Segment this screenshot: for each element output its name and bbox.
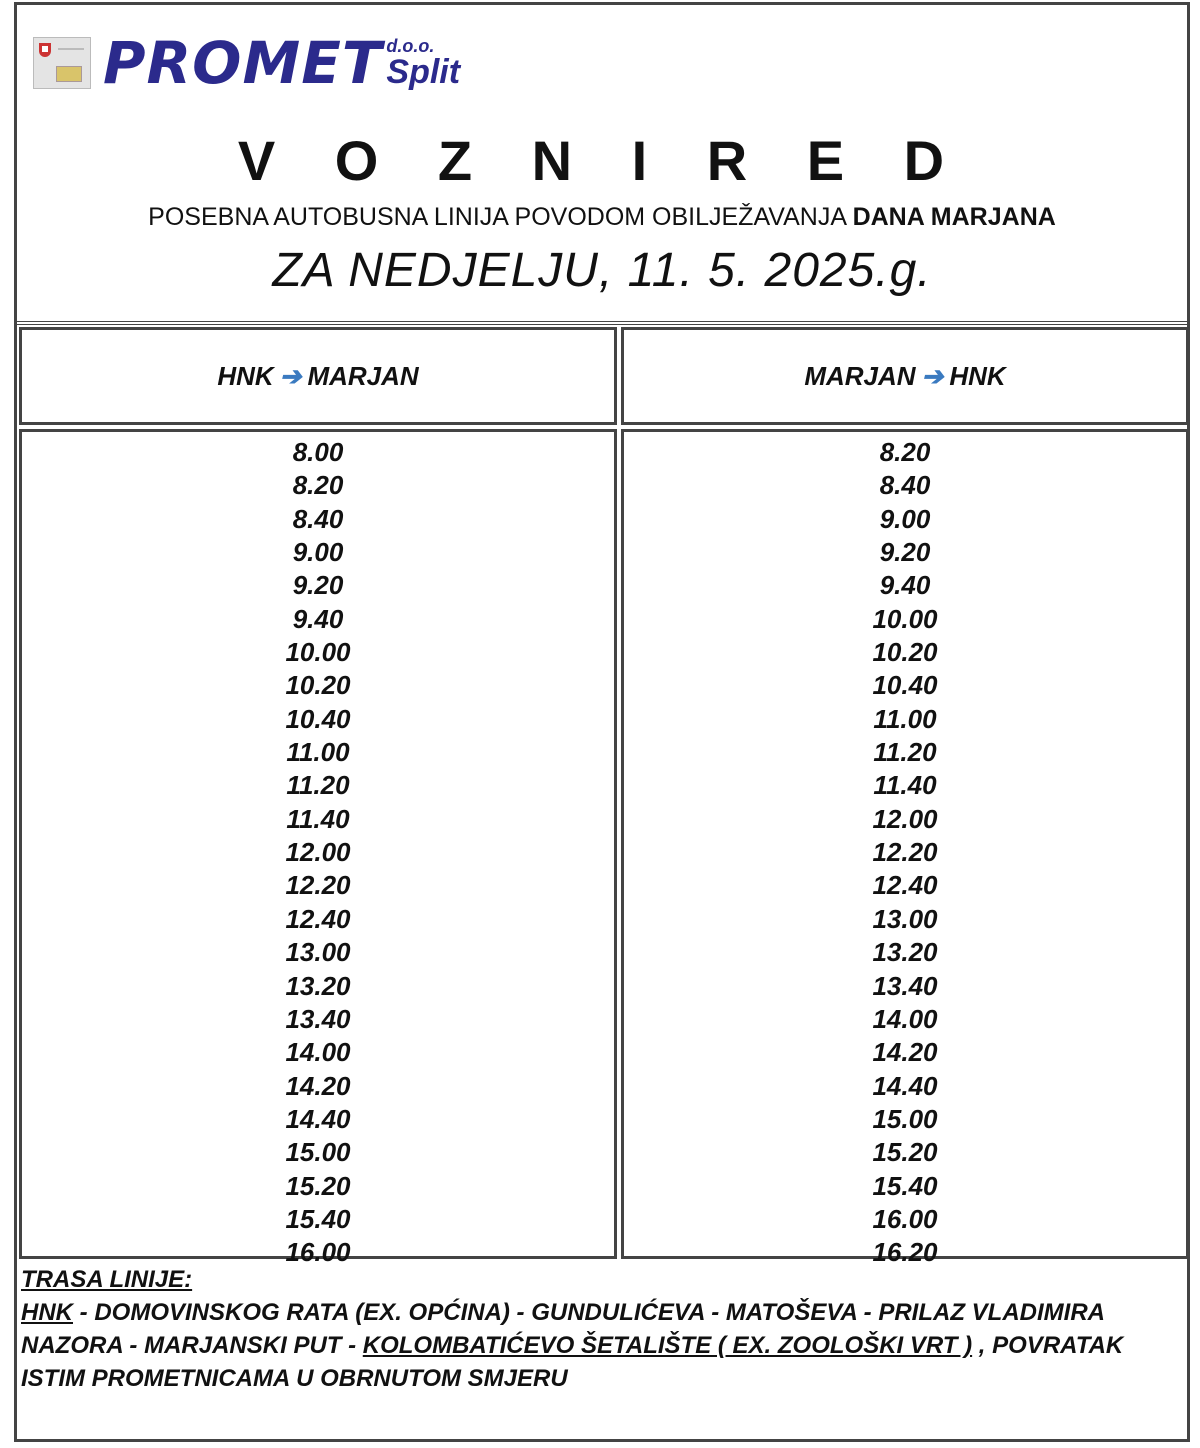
departure-time: 16.20 xyxy=(872,1237,938,1268)
departure-time: 15.00 xyxy=(285,1137,351,1168)
departure-time: 9.20 xyxy=(879,537,931,568)
departure-time: 15.20 xyxy=(285,1170,351,1201)
column-from: MARJAN xyxy=(804,360,916,391)
route-description xyxy=(21,1263,1181,1395)
departure-time: 13.40 xyxy=(872,970,938,1001)
departure-time: 12.20 xyxy=(872,837,938,868)
page-title: V O Z N I R E D xyxy=(237,129,967,192)
departure-time: 8.40 xyxy=(879,470,931,501)
column-header-hnk-marjan xyxy=(19,327,617,425)
route-text xyxy=(21,1296,1181,1395)
departure-time: 8.20 xyxy=(879,437,931,467)
route-heading: TRASA LINIJE: xyxy=(21,1266,193,1293)
departure-time: 10.20 xyxy=(285,670,351,701)
subtitle-bold: DANA MARJANA xyxy=(852,203,1056,231)
column-header-marjan-hnk xyxy=(621,327,1189,425)
logo-name: PROMET xyxy=(103,29,383,97)
subtitle-prefix: POSEBNA AUTOBUSNA LINIJA POVODOM OBILJEŽAVANJA xyxy=(148,203,853,231)
departure-time: 12.00 xyxy=(872,803,938,834)
departure-time: 12.40 xyxy=(872,870,938,901)
departure-time: 11.00 xyxy=(286,737,350,768)
departure-time: 10.00 xyxy=(872,603,938,634)
departure-time: 11.40 xyxy=(286,803,350,834)
right-arrow-icon: ➔ xyxy=(921,360,944,391)
departure-time: 11.00 xyxy=(873,703,937,734)
departure-time: 14.20 xyxy=(285,1070,351,1101)
logo-suffix-top: d.o.o. xyxy=(386,36,435,56)
logo-suffix-bottom: Split xyxy=(386,53,461,91)
departure-time: 10.40 xyxy=(285,703,351,734)
departure-time: 14.20 xyxy=(872,1037,938,1068)
departure-time: 12.00 xyxy=(285,837,351,868)
departure-time: 9.00 xyxy=(879,503,931,534)
departure-time: 13.20 xyxy=(285,970,351,1001)
route-start: HNK xyxy=(21,1299,73,1326)
departure-time: 13.00 xyxy=(872,903,938,934)
departure-time: 9.20 xyxy=(292,570,344,601)
column-to: HNK xyxy=(949,360,1006,391)
right-arrow-icon: ➔ xyxy=(279,360,302,391)
departure-time: 15.00 xyxy=(872,1103,938,1134)
departure-time: 13.20 xyxy=(872,937,938,968)
column-from: HNK xyxy=(217,360,274,391)
departure-time: 13.40 xyxy=(285,1003,351,1034)
promet-logo-icon xyxy=(33,37,91,89)
times-list xyxy=(624,432,1186,1270)
departure-time: 16.00 xyxy=(872,1203,938,1234)
departure-time: 12.40 xyxy=(285,903,351,934)
departure-time: 10.40 xyxy=(872,670,938,701)
departure-time: 16.00 xyxy=(285,1237,351,1268)
departure-time: 14.40 xyxy=(872,1070,938,1101)
departure-time: 13.00 xyxy=(285,937,351,968)
subtitle xyxy=(17,205,1187,230)
departure-time: 14.40 xyxy=(285,1103,351,1134)
departure-time: 8.00 xyxy=(292,437,344,467)
header xyxy=(17,5,1187,325)
departure-time: 14.00 xyxy=(285,1037,351,1068)
departure-time: 12.20 xyxy=(285,870,351,901)
times-list xyxy=(22,432,614,1270)
times-column-hnk-marjan xyxy=(19,429,617,1268)
route-part1: - DOMOVINSKOG RATA (EX. OPĆINA) - GUNDULIĆEVA - MATOŠEVA - PRILAZ VLADIMIRA NAZORA - MARJANSKI PUT - xyxy=(21,1299,1105,1359)
departure-time: 8.20 xyxy=(292,470,344,501)
route-underlined: KOLOMBATIĆEVO ŠETALIŠTE ( EX. ZOOLOŠKI VRT ) xyxy=(362,1332,973,1359)
route-part2: , POVRATAK ISTIM PROMETNICAMA U OBRNUTOM SMJERU xyxy=(21,1332,1124,1392)
schedule-date: ZA NEDJELJU, 11. 5. 2025.g. xyxy=(272,244,932,297)
departure-time: 15.40 xyxy=(285,1203,351,1234)
departure-time: 15.40 xyxy=(872,1170,938,1201)
departure-time: 9.00 xyxy=(292,537,344,568)
departure-time: 10.00 xyxy=(285,637,351,668)
departure-time: 8.40 xyxy=(292,503,344,534)
departure-time: 10.20 xyxy=(872,637,938,668)
timetable-page xyxy=(14,2,1190,1442)
company-logo xyxy=(33,29,461,97)
departure-time: 14.00 xyxy=(872,1003,938,1034)
departure-time: 9.40 xyxy=(292,603,344,634)
departure-time: 9.40 xyxy=(879,570,931,601)
column-to: MARJAN xyxy=(307,360,419,391)
times-column-marjan-hnk xyxy=(621,429,1189,1268)
logo-suffix xyxy=(386,37,460,89)
departure-time: 11.20 xyxy=(873,737,937,768)
departure-time: 11.40 xyxy=(873,770,937,801)
departure-time: 15.20 xyxy=(872,1137,938,1168)
departure-time: 11.20 xyxy=(286,770,350,801)
